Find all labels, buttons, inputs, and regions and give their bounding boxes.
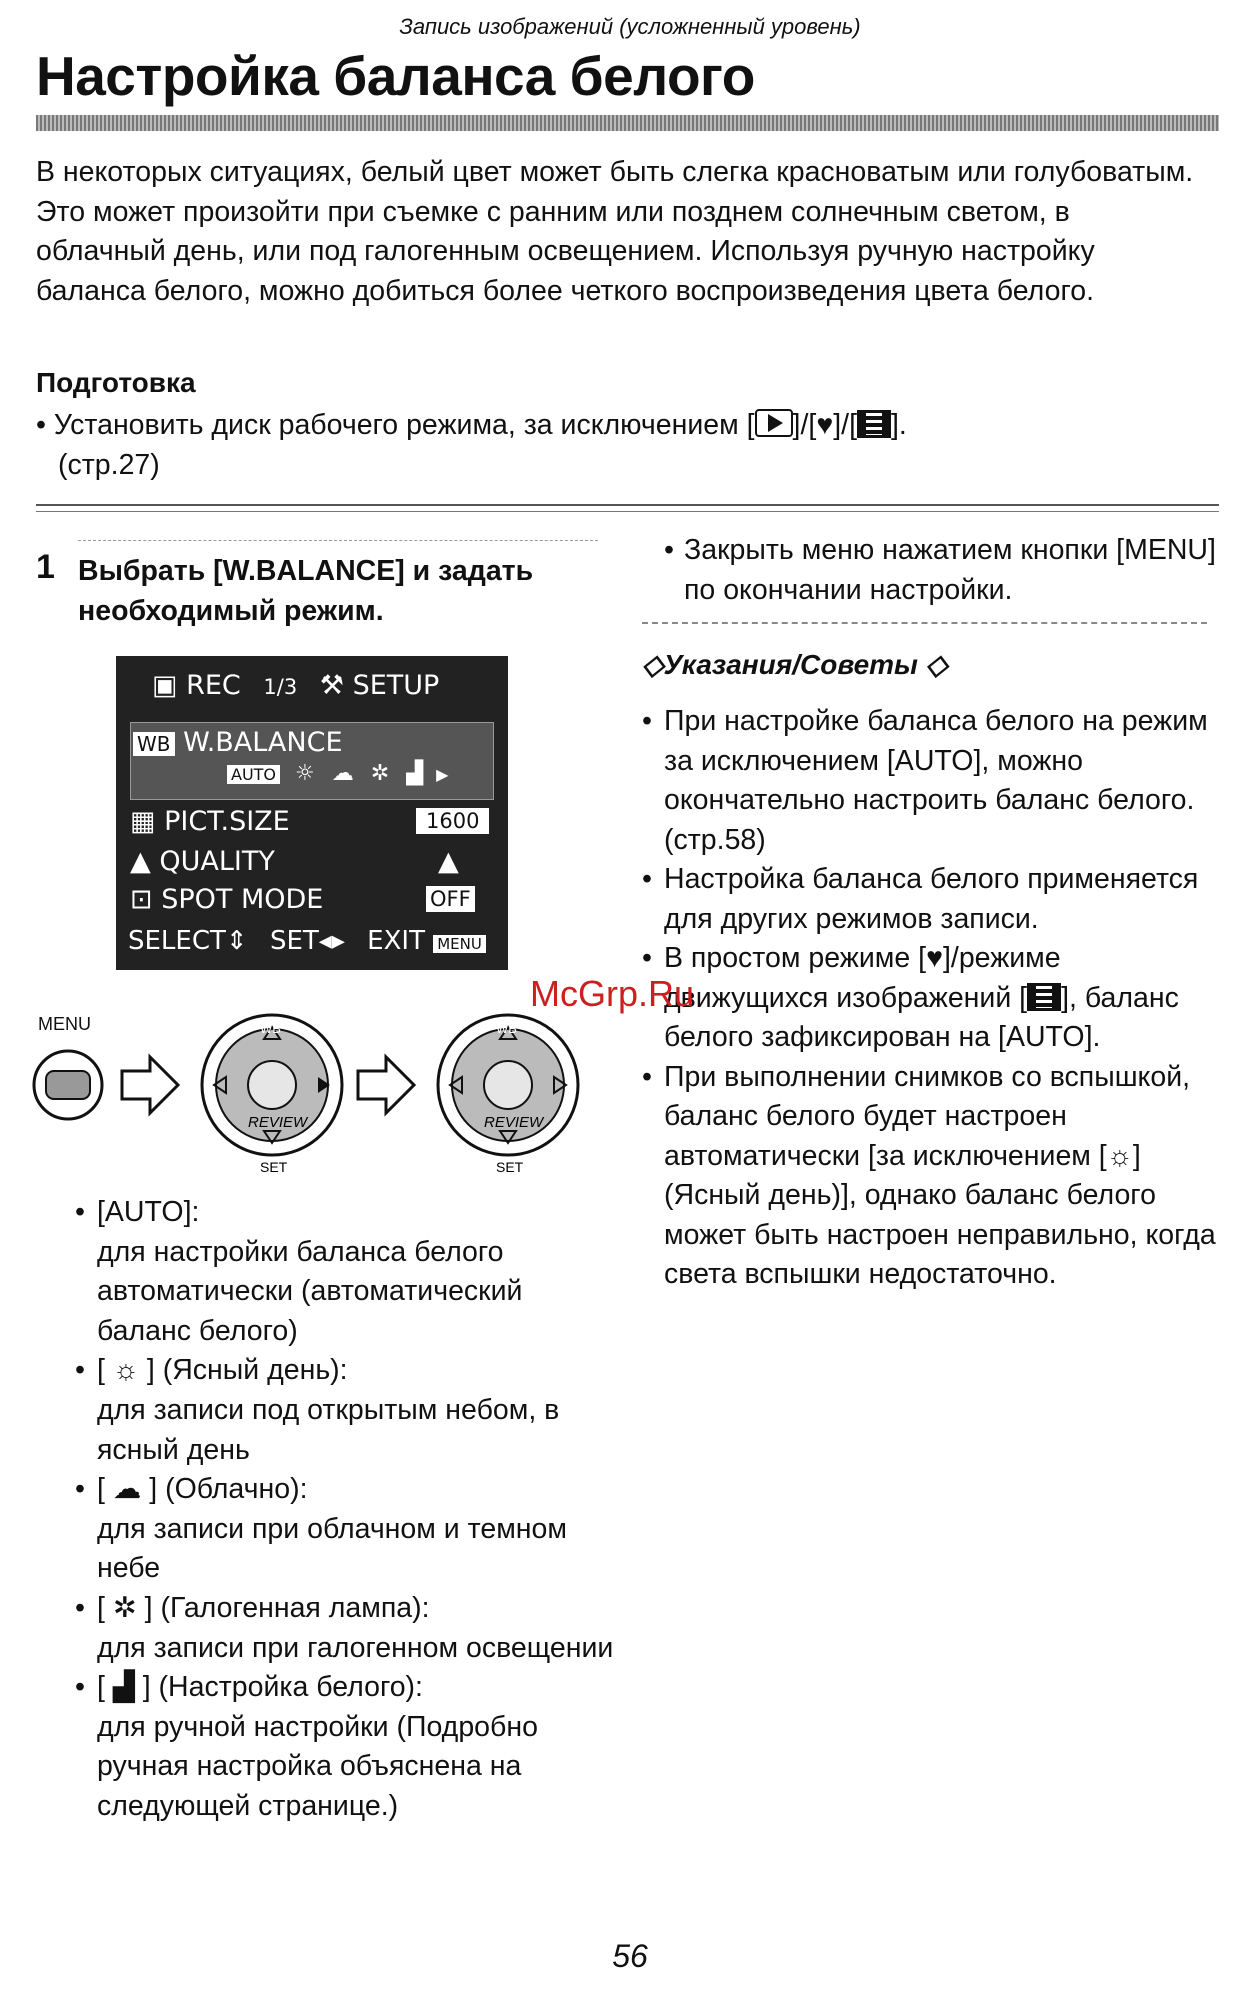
manual-wb-icon: ▟ — [112, 1671, 135, 1704]
arrow-right-icon — [358, 1057, 414, 1113]
lcd-pict-size-row — [130, 806, 290, 837]
lcd-menu-badge: MENU — [433, 935, 486, 953]
list-item: • При настройке баланса белого на режим за исключением [AUTO], можно окончательно настроить баланс белого. (стр.58) — [642, 705, 1208, 856]
lcd-spot-value: OFF — [426, 886, 475, 912]
dial-wb-badge: WB — [260, 1021, 281, 1036]
list-item: • [AUTO]: для настройки баланса белого автоматически (автоматический баланс белого) — [75, 1196, 523, 1347]
step-number: 1 — [36, 548, 55, 586]
step-instruction: Выбрать [W.BALANCE] и задать необходимый режим. — [78, 555, 534, 627]
prep-ref: (стр.27) — [58, 448, 160, 481]
lcd-wb-auto: AUTO — [227, 765, 280, 784]
film-icon — [1027, 983, 1061, 1011]
list-item: • Настройка баланса белого применяется для других режимов записи. — [642, 863, 1199, 935]
prep-sep2: ]/[ — [833, 409, 857, 441]
lcd-pict-size-value: 1600 — [416, 808, 489, 834]
prep-prefix: Установить диск рабочего режима, за исключением [ — [53, 409, 755, 441]
prep-suffix: ]. — [891, 409, 907, 441]
sunny-icon: ☼ — [1106, 1139, 1133, 1172]
lcd-tab-setup: SETUP — [352, 670, 440, 701]
dial-set-label: SET — [496, 1159, 524, 1175]
quality-icon: ▲ — [130, 846, 151, 877]
lcd-quality-label: QUALITY — [159, 846, 275, 877]
list-item: • [ ☁ ] (Облачно): для записи при облачном и темном небе — [75, 1473, 567, 1585]
lcd-wb-label: W.BALANCE — [183, 727, 343, 758]
lcd-quality-row — [130, 846, 275, 877]
step-rule — [78, 540, 598, 541]
dial-review-label: REVIEW — [248, 1114, 308, 1131]
updown-icon: ⇕ — [225, 926, 248, 956]
dial-icon — [438, 1015, 578, 1155]
lcd-set-label: SET — [269, 926, 319, 956]
lcd-wb-badge: WB — [133, 732, 175, 756]
playback-icon — [755, 409, 793, 437]
intro-paragraph: В некоторых ситуациях, белый цвет может быть слегка красноватым или голубоватым. Это может произойти при съемке с ранним или позднем солнечным светом, в облачный день, или под галогенным освещением. Используя ручную настройку баланса белого, можно добиться более четкого воспроизведения цвета белого. — [36, 156, 1194, 307]
dial-wb-badge: WB — [496, 1021, 517, 1036]
dial-set-label: SET — [260, 1159, 288, 1175]
lcd-exit-label: EXIT — [367, 926, 425, 956]
halogen-icon: ✲ — [370, 761, 390, 786]
manual-wb-icon: ▟ — [406, 761, 424, 786]
running-header: Запись изображений (усложненный уровень) — [399, 14, 861, 39]
close-menu-note: • Закрыть меню нажатием кнопки [MENU] по окончании настройки. — [664, 534, 1216, 606]
lcd-page: 1/3 — [263, 675, 298, 699]
spot-icon: ⊡ — [130, 884, 153, 915]
lcd-spot-label: SPOT MODE — [161, 884, 324, 915]
pict-size-icon: ▦ — [130, 806, 156, 837]
film-icon — [857, 410, 891, 438]
title-rule — [36, 115, 1219, 131]
menu-button-label: MENU — [38, 1014, 91, 1034]
heart-icon: ♥ — [816, 409, 834, 441]
quality-value-icon: ▲ — [438, 846, 459, 877]
tips-list — [642, 702, 1222, 1295]
dial-icon — [202, 1015, 342, 1155]
leftright-icon: ◂▸ — [318, 926, 345, 956]
cloud-icon: ☁ — [331, 761, 354, 786]
arrow-right-icon — [122, 1057, 178, 1113]
page-number: 56 — [612, 1938, 648, 1974]
camera-lcd-menu — [116, 656, 508, 970]
prep-sep1: ]/[ — [792, 409, 817, 441]
heart-icon: ♥ — [926, 942, 943, 974]
wb-mode-list — [75, 1193, 615, 1827]
camera-icon: ▣ — [152, 670, 178, 701]
list-item: • При выполнении снимков со вспышкой, баланс белого будет настроен автоматически [за исключением [☼] (Ясный день)], однако баланс белого может быть настроен неправильно, когда света вспышки недостаточно. — [642, 1060, 1216, 1290]
wrench-icon: ⚒ — [319, 670, 344, 701]
menu-button-icon — [34, 1051, 102, 1119]
preparation-bullet: • Установить диск рабочего режима, за исключением [ ]/[♥]/[ ]. (стр.27) — [36, 406, 1206, 485]
arrow-right-icon: ▶ — [436, 765, 449, 784]
lcd-tab-rec: REC — [186, 670, 241, 701]
page-title: Настройка баланса белого — [36, 45, 755, 107]
section-rule — [36, 504, 1219, 506]
dial-diagram — [28, 975, 598, 1175]
lcd-footer — [128, 926, 486, 956]
dial-review-label: REVIEW — [484, 1114, 544, 1131]
sunny-icon: ☼ — [295, 761, 315, 786]
right-dash-rule — [642, 622, 1207, 624]
lcd-tabs — [152, 670, 439, 701]
cloud-icon: ☁ — [112, 1473, 142, 1506]
lcd-spot-row — [130, 884, 323, 915]
list-item: • [ ▟ ] (Настройка белого): для ручной настройки (Подробно ручная настройка объяснена на следующей странице.) — [75, 1671, 538, 1822]
tips-heading: ◇Указания/Советы ◇ — [642, 649, 948, 680]
section-rule-thin — [36, 511, 1219, 512]
halogen-icon: ✲ — [112, 1591, 137, 1624]
watermark: McGrp.Ru — [530, 973, 695, 1014]
lcd-wb-row — [130, 722, 494, 800]
preparation-heading: Подготовка — [36, 367, 196, 398]
list-item: • [ ✲ ] (Галогенная лампа): для записи при галогенном освещении — [75, 1591, 614, 1664]
sunny-icon: ☼ — [112, 1354, 139, 1387]
list-item: • [ ☼ ] (Ясный день): для записи под открытым небом, в ясный день — [75, 1354, 560, 1466]
lcd-select-label: SELECT — [128, 926, 226, 956]
lcd-pict-size-label: PICT.SIZE — [164, 806, 290, 837]
list-item: • В простом режиме [♥]/режиме движущихся изображений [ ], баланс белого зафиксирован на [AUTO]. — [642, 942, 1179, 1053]
